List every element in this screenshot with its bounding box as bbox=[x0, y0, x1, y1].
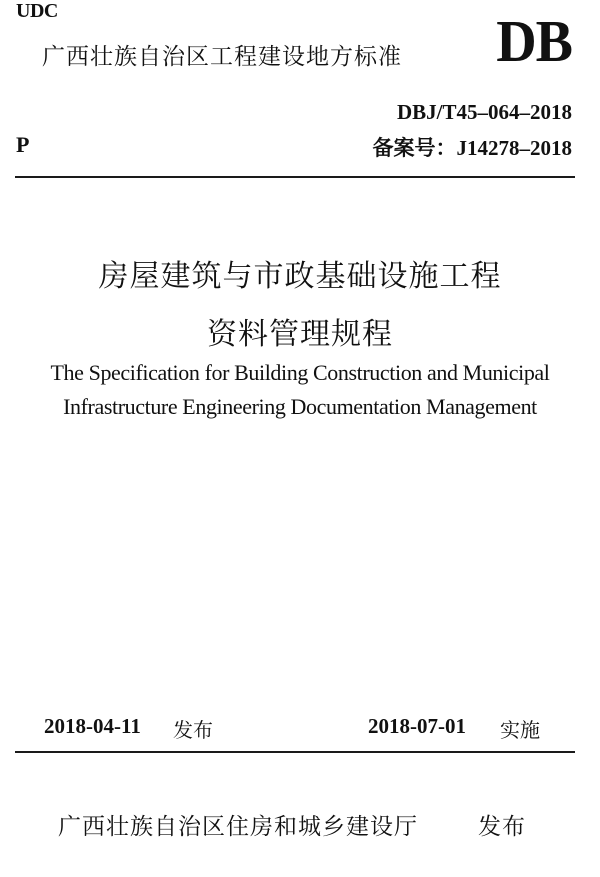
top-divider bbox=[15, 176, 575, 178]
bottom-divider bbox=[15, 751, 575, 753]
publisher-action: 发布 bbox=[478, 814, 526, 840]
udc-label: UDC bbox=[16, 0, 58, 22]
classification-code: P bbox=[16, 132, 30, 157]
title-chinese-line-1: 房屋建筑与市政基础设施工程 bbox=[98, 259, 502, 294]
standard-type: 广西壮族自治区工程建设地方标准 bbox=[42, 44, 402, 70]
implementation-label: 实施 bbox=[500, 718, 540, 742]
title-english-line-2: Infrastructure Engineering Documentation Management bbox=[63, 394, 537, 419]
title-english-line-1: The Specification for Building Construction and Municipal bbox=[50, 360, 550, 385]
issue-label: 发布 bbox=[173, 718, 213, 742]
publisher: 广西壮族自治区住房和城乡建设厅 bbox=[58, 814, 418, 840]
issue-date: 2018-04-11 bbox=[44, 714, 141, 738]
db-mark: DB bbox=[496, 9, 572, 75]
record-number: 备案号：J14278–2018 bbox=[372, 136, 572, 160]
title-chinese-line-2: 资料管理规程 bbox=[207, 317, 393, 352]
implementation-date: 2018-07-01 bbox=[368, 714, 466, 738]
standard-number: DBJ/T45–064–2018 bbox=[396, 100, 572, 124]
